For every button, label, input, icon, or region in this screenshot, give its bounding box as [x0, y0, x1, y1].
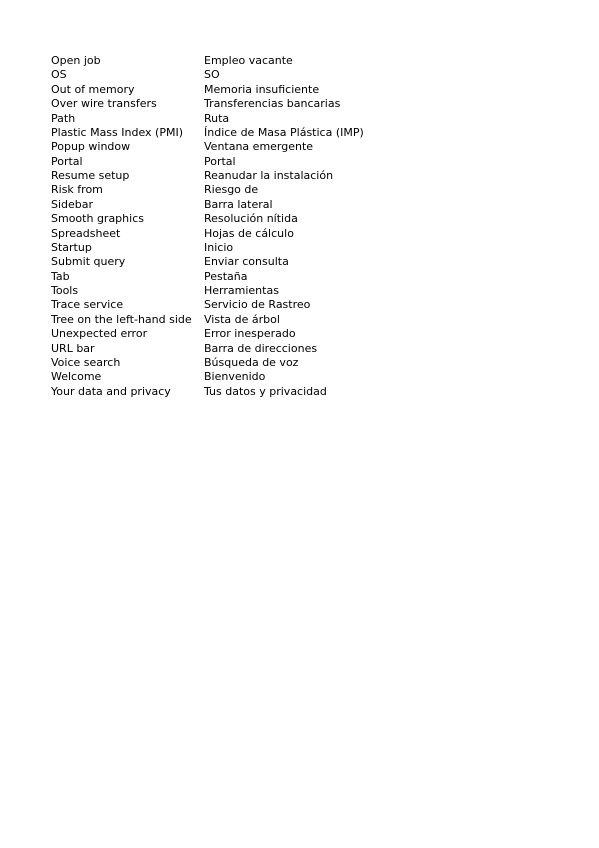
english-term: Risk from [51, 183, 103, 197]
spanish-term: Transferencias bancarias [204, 97, 341, 111]
english-term: Tree on the left-hand side [51, 312, 192, 326]
glossary-row [51, 385, 364, 399]
spanish-term: Herramientas [204, 284, 279, 297]
glossary-row [51, 97, 364, 111]
glossary-row [51, 227, 364, 241]
english-term: Voice search [51, 355, 121, 369]
glossary-row [51, 356, 364, 370]
spanish-term: Tus datos y privacidad [204, 384, 327, 398]
english-term: Your data and privacy [51, 384, 171, 398]
spanish-term: Búsqueda de voz [204, 355, 299, 369]
spanish-term: Empleo vacante [204, 54, 293, 67]
spanish-term: Hojas de cálculo [204, 226, 294, 240]
english-term: Tab [51, 269, 70, 283]
spanish-term: SO [204, 68, 220, 82]
english-term: Resume setup [51, 169, 130, 182]
glossary-row [51, 140, 364, 154]
glossary-row [51, 112, 364, 126]
english-term: Spreadsheet [51, 226, 121, 240]
english-term: Unexpected error [51, 327, 148, 341]
spanish-term: Riesgo de [204, 183, 259, 197]
glossary-row [51, 284, 364, 298]
glossary-row [51, 212, 364, 226]
spanish-term: Error inesperado [204, 327, 296, 341]
glossary-row [51, 155, 364, 169]
english-term: Open job [51, 54, 101, 67]
glossary-row [51, 54, 364, 68]
spanish-term: Reanudar la instalación [204, 169, 334, 182]
spanish-term: Índice de Masa Plástica (IMP) [204, 125, 364, 139]
english-term: Sidebar [51, 197, 94, 211]
english-term: Portal [51, 154, 83, 168]
english-term: Trace service [51, 298, 124, 312]
spanish-term: Enviar consulta [204, 255, 289, 269]
glossary-row [51, 327, 364, 341]
english-term: Over wire transfers [51, 97, 157, 111]
glossary-row [51, 183, 364, 197]
english-term: Out of memory [51, 82, 135, 96]
glossary-row [51, 126, 364, 140]
english-term: Path [51, 111, 76, 125]
english-term: OS [51, 68, 67, 82]
spanish-term: Bienvenido [204, 370, 266, 384]
english-term: Submit query [51, 255, 126, 269]
spanish-term: Vista de árbol [204, 312, 280, 326]
glossary-row [51, 342, 364, 356]
english-term: Tools [51, 284, 79, 297]
spanish-term: Ruta [204, 111, 230, 125]
glossary-row [51, 370, 364, 384]
english-term: Popup window [51, 140, 131, 154]
spanish-term: Ventana emergente [204, 140, 314, 154]
glossary-row [51, 270, 364, 284]
spanish-term: Barra de direcciones [204, 341, 318, 355]
glossary-row [51, 169, 364, 183]
english-term: URL bar [51, 341, 95, 355]
glossary-table [51, 54, 364, 399]
spanish-term: Barra lateral [204, 197, 273, 211]
spanish-term: Servicio de Rastreo [204, 298, 311, 312]
english-term: Smooth graphics [51, 212, 144, 226]
spanish-term: Memoria insuficiente [204, 82, 320, 96]
glossary-row [51, 83, 364, 97]
spanish-term: Portal [204, 154, 236, 168]
english-term: Startup [51, 240, 92, 254]
glossary-row [51, 255, 364, 269]
spanish-term: Pestaña [204, 269, 248, 283]
spanish-term: Inicio [204, 240, 234, 254]
glossary-row [51, 313, 364, 327]
glossary-row [51, 241, 364, 255]
glossary-row [51, 68, 364, 82]
english-term: Plastic Mass Index (PMI) [51, 125, 183, 139]
glossary-row [51, 298, 364, 312]
glossary-row [51, 198, 364, 212]
spanish-term: Resolución nítida [204, 212, 298, 226]
english-term: Welcome [51, 370, 102, 384]
